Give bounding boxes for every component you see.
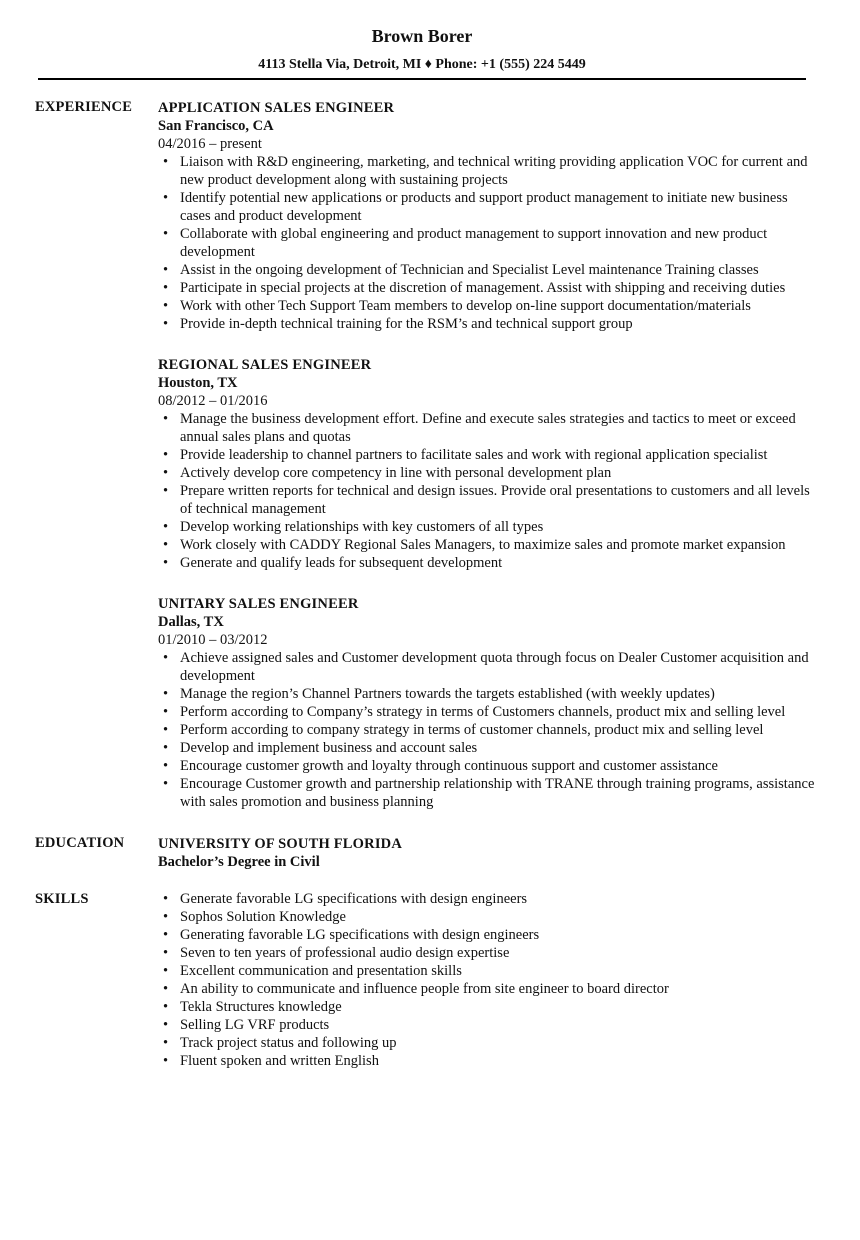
list-item: • Work with other Tech Support Team members to develop on-line support documentation/materials <box>158 297 818 315</box>
job-entry <box>158 595 818 811</box>
list-item: • Selling LG VRF products <box>158 1016 818 1034</box>
list-item: • Actively develop core competency in line with personal development plan <box>158 464 818 482</box>
header-divider <box>38 78 806 80</box>
list-item: • An ability to communicate and influence people from site engineer to board director <box>158 980 818 998</box>
list-item: • Manage the business development effort. Define and execute sales strategies and tactics to meet or exceed annual sales plans and quotas <box>158 410 818 446</box>
list-item: • Prepare written reports for technical and design issues. Provide oral presentations to customers and all levels of technical management <box>158 482 818 518</box>
job-title: APPLICATION SALES ENGINEER <box>158 100 395 116</box>
list-item: • Tekla Structures knowledge <box>158 998 818 1016</box>
list-item: • Track project status and following up <box>158 1034 818 1052</box>
list-item: • Perform according to company strategy in terms of customer channels, product mix and selling level <box>158 721 818 739</box>
list-item: • Assist in the ongoing development of Technician and Specialist Level maintenance Training classes <box>158 261 818 279</box>
skills-heading: SKILLS <box>35 891 89 907</box>
list-item: • Generate favorable LG specifications with design engineers <box>158 890 818 908</box>
job-location: Houston, TX <box>158 375 238 391</box>
education-section <box>158 835 818 871</box>
job-location: Dallas, TX <box>158 614 224 630</box>
list-item: • Manage the region’s Channel Partners towards the targets established (with weekly updates) <box>158 685 818 703</box>
list-item: • Work closely with CADDY Regional Sales Managers, to maximize sales and promote market expansion <box>158 536 818 554</box>
education-heading: EDUCATION <box>35 835 125 851</box>
job-entry <box>158 99 818 333</box>
candidate-name: Brown Borer <box>371 26 473 46</box>
job-bullet-list <box>158 410 818 572</box>
list-item: • Liaison with R&D engineering, marketing, and technical writing providing application VOC for current and new product development along with sustaining projects <box>158 153 818 189</box>
experience-heading: EXPERIENCE <box>35 99 133 115</box>
list-item: • Perform according to Company’s strategy in terms of Customers channels, product mix and selling level <box>158 703 818 721</box>
experience-section <box>158 99 818 834</box>
job-location: San Francisco, CA <box>158 118 274 134</box>
list-item: • Generating favorable LG specifications with design engineers <box>158 926 818 944</box>
list-item: • Participate in special projects at the discretion of management. Assist with shipping and receiving duties <box>158 279 818 297</box>
job-title: UNITARY SALES ENGINEER <box>158 596 359 612</box>
list-item: • Provide leadership to channel partners to facilitate sales and work with regional application specialist <box>158 446 818 464</box>
job-entry <box>158 356 818 572</box>
resume-header <box>38 24 806 74</box>
list-item: • Provide in-depth technical training for the RSM’s and technical support group <box>158 315 818 333</box>
job-bullet-list <box>158 153 818 333</box>
job-title: REGIONAL SALES ENGINEER <box>158 357 372 373</box>
skills-list <box>158 890 818 1070</box>
job-dates: 08/2012 – 01/2016 <box>158 393 268 409</box>
list-item: • Excellent communication and presentation skills <box>158 962 818 980</box>
degree-name: Bachelor’s Degree in Civil <box>158 854 320 870</box>
job-dates: 04/2016 – present <box>158 136 262 152</box>
list-item: • Collaborate with global engineering and product management to support innovation and new product development <box>158 225 818 261</box>
list-item: • Achieve assigned sales and Customer development quota through focus on Dealer Customer acquisition and development <box>158 649 818 685</box>
list-item: • Encourage Customer growth and partnership relationship with TRANE through training programs, assistance with sales promotion and business planning <box>158 775 818 811</box>
skills-section <box>158 890 818 1070</box>
list-item: • Sophos Solution Knowledge <box>158 908 818 926</box>
list-item: • Encourage customer growth and loyalty through continuous support and customer assistance <box>158 757 818 775</box>
list-item: • Develop and implement business and account sales <box>158 739 818 757</box>
school-name: UNIVERSITY OF SOUTH FLORIDA <box>158 836 403 852</box>
job-dates: 01/2010 – 03/2012 <box>158 632 268 648</box>
list-item: • Fluent spoken and written English <box>158 1052 818 1070</box>
job-bullet-list <box>158 649 818 811</box>
list-item: • Generate and qualify leads for subsequent development <box>158 554 818 572</box>
contact-line: 4113 Stella Via, Detroit, MI ♦ Phone: +1 (555) 224 5449 <box>258 57 586 72</box>
list-item: • Develop working relationships with key customers of all types <box>158 518 818 536</box>
list-item: • Seven to ten years of professional audio design expertise <box>158 944 818 962</box>
list-item: • Identify potential new applications or products and support product management to initiate new business cases and product development <box>158 189 818 225</box>
